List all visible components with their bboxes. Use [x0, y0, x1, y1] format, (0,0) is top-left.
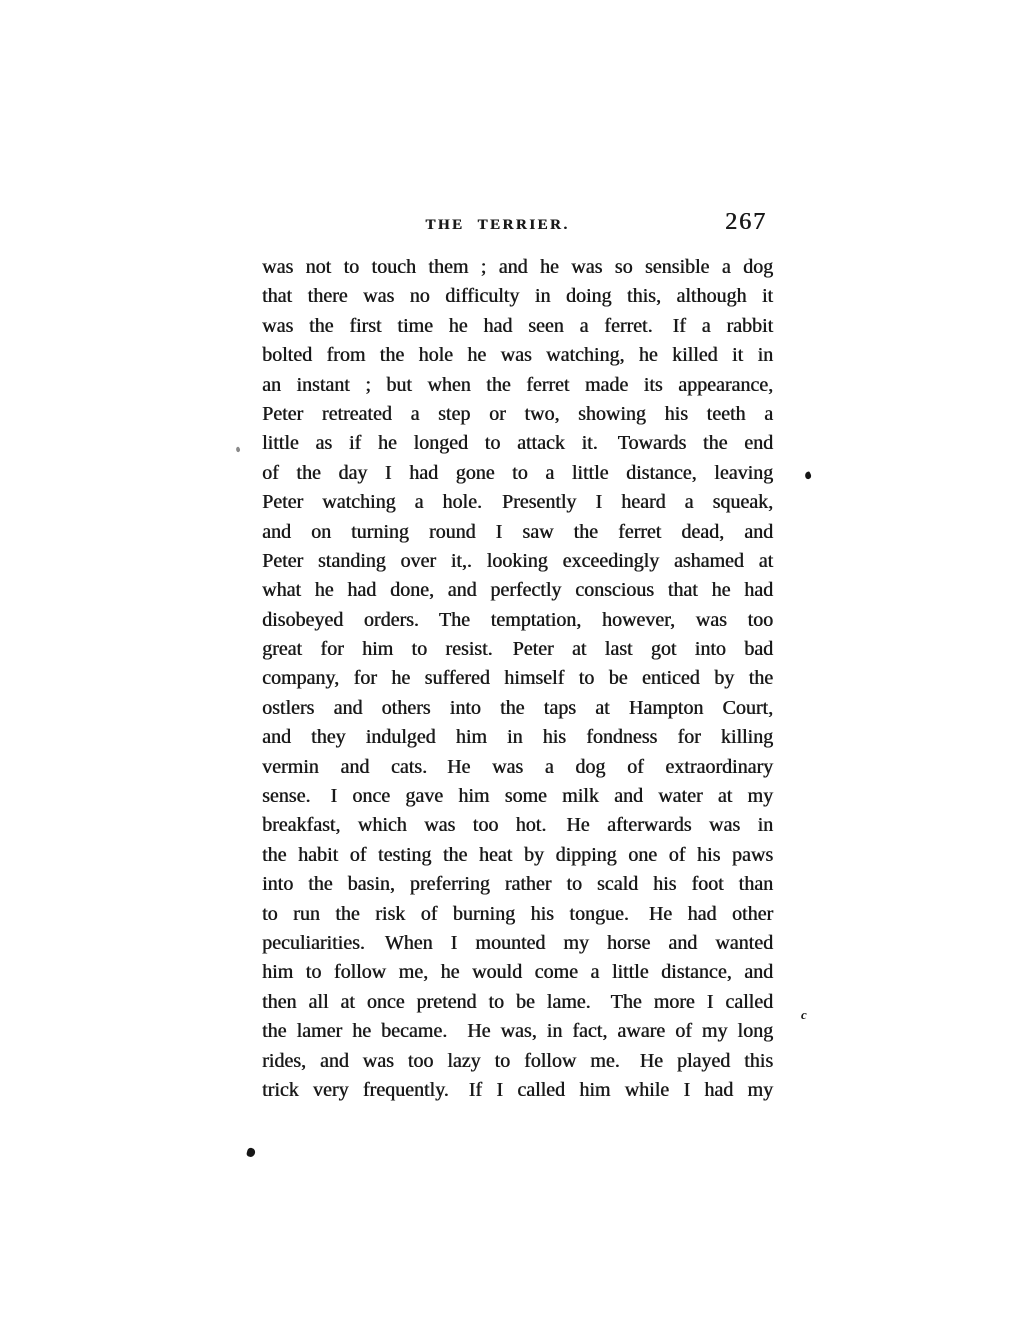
text-line: that there was no difficulty in doing this, although it — [262, 285, 773, 308]
ink-curl-right-margin: c — [801, 1007, 807, 1022]
text-line: to run the risk of burning his tongue. He had other — [262, 902, 773, 925]
text-line: Peter standing over it,. looking exceedingly ashamed at — [262, 549, 773, 572]
text-line: peculiarities. When I mounted my horse and wanted — [262, 931, 773, 954]
text-line: of the day I had gone to a little distance, leaving — [262, 461, 773, 484]
ink-speck-right-margin — [804, 471, 812, 480]
running-title: THE TERRIER. — [425, 217, 570, 233]
text-line: trick very frequently. If I called him while I had my — [262, 1078, 773, 1101]
ink-speck-left-margin — [235, 446, 241, 452]
text-line: was not to touch them ; and he was so sensible a dog — [262, 256, 773, 278]
text-line: breakfast, which was too hot. He afterwards was in — [262, 814, 773, 837]
ink-speck-bottom-left — [246, 1147, 256, 1158]
page-number: 267 — [725, 209, 767, 235]
text-line: vermin and cats. He was a dog of extraordinary — [262, 755, 773, 778]
text-line: bolted from the hole he was watching, he killed it in — [262, 344, 773, 367]
page-header — [262, 209, 773, 243]
text-line: and on turning round I saw the ferret dead, and — [262, 520, 773, 543]
text-line: Peter retreated a step or two, showing his teeth a — [262, 402, 773, 425]
text-line: an instant ; but when the ferret made its appearance, — [262, 373, 773, 396]
text-line: into the basin, preferring rather to scald his foot than — [262, 873, 773, 896]
text-line: and they indulged him in his fondness for killing — [262, 726, 773, 749]
text-line: the lamer he became. He was, in fact, aware of my long — [262, 1020, 773, 1043]
text-line: disobeyed orders. The temptation, however, was too — [262, 608, 773, 631]
text-line: then all at once pretend to be lame. The more I called — [262, 990, 773, 1013]
text-line: company, for he suffered himself to be enticed by the — [262, 667, 773, 690]
text-line: was the first time he had seen a ferret. If a rabbit — [262, 314, 773, 337]
text-line: sense. I once gave him some milk and water at my — [262, 785, 773, 808]
body-text — [262, 253, 773, 1105]
text-line: the habit of testing the heat by dipping one of his paws — [262, 843, 773, 866]
text-line: ostlers and others into the taps at Hampton Court, — [262, 696, 773, 719]
text-line: Peter watching a hole. Presently I heard a squeak, — [262, 491, 773, 514]
text-line: little as if he longed to attack it. Towards the end — [262, 432, 773, 455]
text-line: great for him to resist. Peter at last got into bad — [262, 638, 773, 661]
text-line: what he had done, and perfectly conscious that he had — [262, 579, 773, 602]
text-line: rides, and was too lazy to follow me. He played this — [262, 1049, 773, 1072]
text-line: him to follow me, he would come a little distance, and — [262, 961, 773, 984]
